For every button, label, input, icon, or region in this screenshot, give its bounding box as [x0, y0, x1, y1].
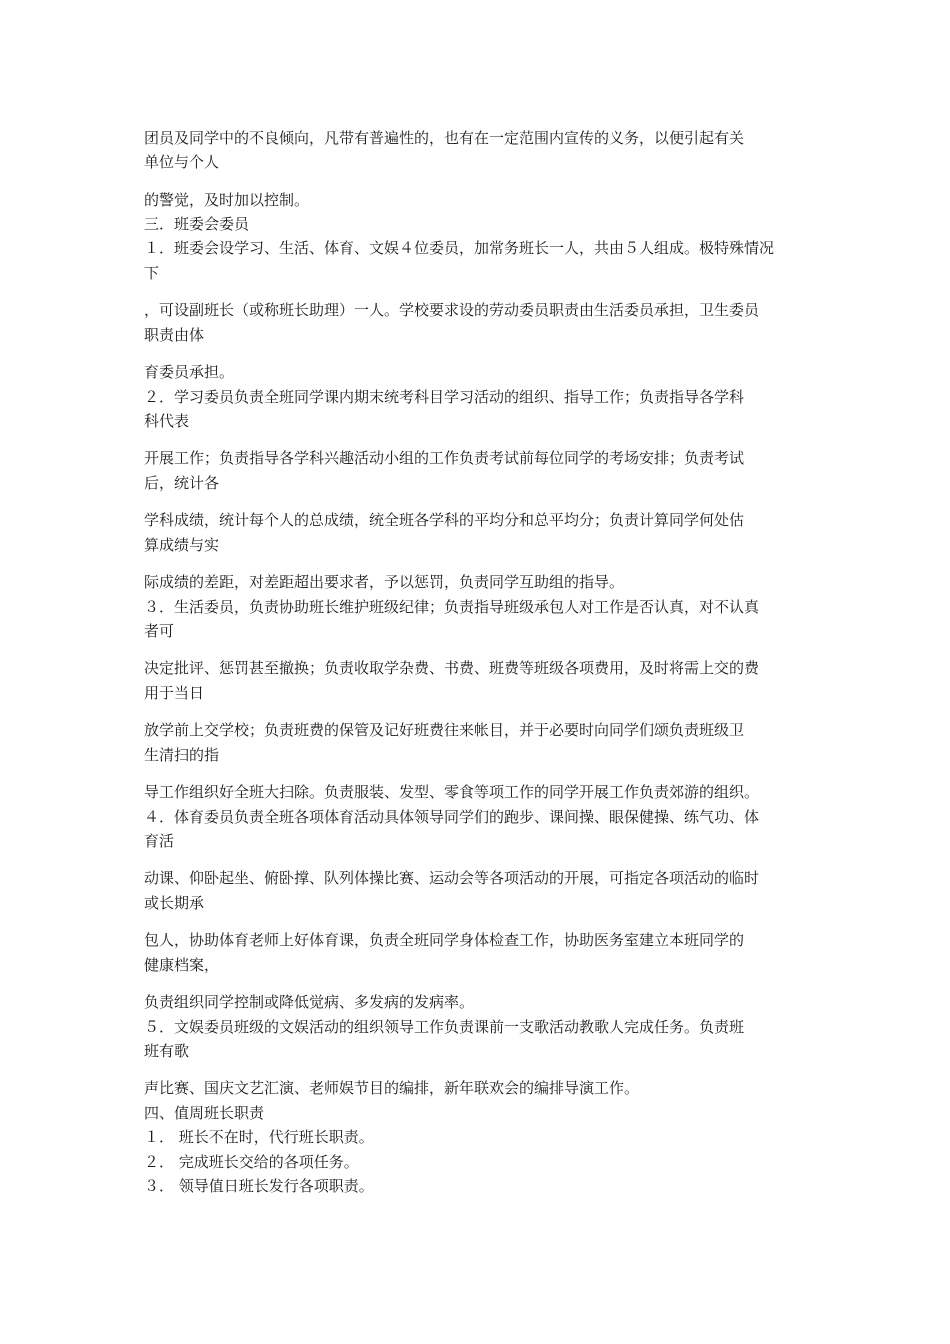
text-line: ５．文娱委员班级的文娱活动的组织领导工作负责课前一支歌活动教歌人完成任务。负责班: [144, 1018, 745, 1036]
text-line: 科代表: [144, 412, 190, 430]
text-line: ４．体育委员负责全班各项体育活动具体领导同学们的跑步、课间操、眼保健操、练气功、体: [144, 808, 760, 826]
text-line: 后，统计各: [144, 474, 220, 492]
text-line: 下: [144, 264, 160, 282]
text-line: 生清扫的指: [144, 746, 220, 764]
text-line: １．班委会设学习、生活、体育、文娱４位委员，加常务班长一人，共由５人组成。极特殊情况: [144, 239, 775, 257]
text-line: 者可: [144, 622, 175, 640]
text-line: ３．生活委员，负责协助班长维护班级纪律；负责指导班级承包人对工作是否认真，对不认真: [144, 598, 760, 616]
text-line: 的警觉，及时加以控制。: [144, 191, 310, 209]
text-line: 放学前上交学校；负责班费的保管及记好班费往来帐目，并于必要时向同学们颂负责班级卫: [144, 721, 745, 739]
text-line: 声比赛、国庆文艺汇演、老师娱节目的编排，新年联欢会的编排导演工作。: [144, 1079, 640, 1097]
text-line: 用于当日: [144, 684, 205, 702]
text-line: 班有歌: [144, 1042, 190, 1060]
list-item: ３． 领导值日班长发行各项职责。: [144, 1177, 374, 1195]
text-line: 际成绩的差距，对差距超出要求者，予以惩罚，负责同学互助组的指导。: [144, 573, 625, 591]
text-line: 或长期承: [144, 894, 205, 912]
text-line: 育活: [144, 832, 175, 850]
text-line: 算成绩与实: [144, 536, 220, 554]
text-line: 负责组织同学控制或降低觉病、多发病的发病率。: [144, 993, 475, 1011]
text-line: ２．学习委员负责全班同学课内期末统考科目学习活动的组织、指导工作；负责指导各学科: [144, 388, 745, 406]
text-line: 团员及同学中的不良倾向，凡带有普遍性的，也有在一定范围内宣传的义务，以便引起有关: [144, 129, 745, 147]
text-line: 包人，协助体育老师上好体育课，负责全班同学身体检查工作，协助医务室建立本班同学的: [144, 931, 745, 949]
section-heading: 四、值周班长职责: [144, 1104, 265, 1122]
list-item: １． 班长不在时，代行班长职责。: [144, 1128, 374, 1146]
text-line: 学科成绩，统计每个人的总成绩，统全班各学科的平均分和总平均分；负责计算同学何处估: [144, 511, 745, 529]
section-heading: 三．班委会委员: [144, 215, 250, 233]
text-line: 健康档案，: [144, 956, 220, 974]
text-line: ，可设副班长（或称班长助理）一人。学校要求设的劳动委员职责由生活委员承担，卫生委员: [144, 301, 760, 319]
text-line: 单位与个人: [144, 153, 220, 171]
text-line: 决定批评、惩罚甚至撤换；负责收取学杂费、书费、班费等班级各项费用，及时将需上交的费: [144, 659, 760, 677]
text-line: 开展工作；负责指导各学科兴趣活动小组的工作负责考试前每位同学的考场安排；负责考试: [144, 449, 745, 467]
text-line: 职责由体: [144, 326, 205, 344]
text-line: 导工作组织好全班大扫除。负责服装、发型、零食等项工作的同学开展工作负责郊游的组织。: [144, 783, 760, 801]
text-line: 育委员承担。: [144, 363, 235, 381]
list-item: ２． 完成班长交给的各项任务。: [144, 1153, 359, 1171]
text-line: 动课、仰卧起坐、俯卧撑、队列体操比赛、运动会等各项活动的开展，可指定各项活动的临时: [144, 869, 760, 887]
